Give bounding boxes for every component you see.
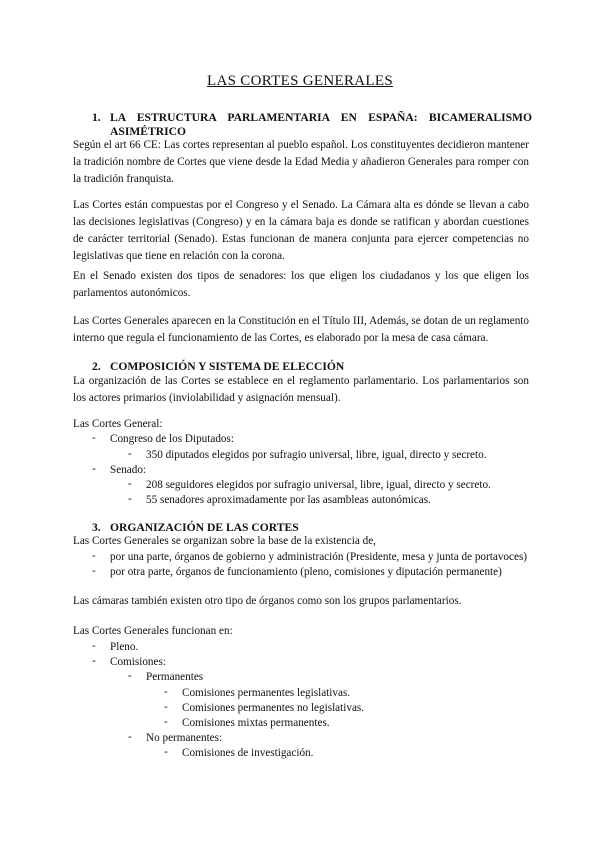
section-heading: ORGANIZACIÓN DE LAS CORTES [110, 521, 299, 534]
bullet-dash: - [92, 550, 96, 562]
bullet-dash: - [92, 640, 96, 652]
bullet-dash: - [164, 746, 168, 758]
paragraph: Las Cortes están compuestas por el Congreso y el Senado. La Cámara alta es dónde se llevan a cabo las decisiones legislativas (Congreso) y en la cámara baja es donde se ratifican y abordan cuestiones de carácter territorial (Senado). Estas funcionan de manera conjunta para ejercer competencias no legislativas que tiene en relación con la corona. [73, 199, 529, 262]
list-title: Las Cortes Generales funcionan en: [73, 625, 233, 637]
paragraph: En el Senado existen dos tipos de senadores: los que eligen los ciudadanos y los que eligen los parlamentos autonómicos. [73, 270, 529, 299]
bullet-dash: - [92, 432, 96, 444]
sub-sub-list-item: Comisiones permanentes no legislativas. [182, 702, 365, 714]
bullet-dash: - [92, 655, 96, 667]
sub-list-item: No permanentes: [146, 732, 223, 744]
bullet-dash: - [128, 731, 132, 743]
bullet-dash: - [164, 701, 168, 713]
page-title: LAS CORTES GENERALES [207, 73, 393, 89]
bullet-dash: - [128, 670, 132, 682]
list-title: Las Cortes General: [73, 418, 163, 430]
sub-sub-list-item: Comisiones permanentes legislativas. [182, 687, 351, 699]
sub-list-item: 55 senadores aproximadamente por las asambleas autonómicas. [146, 494, 431, 506]
section-heading-line2: ASIMÉTRICO [110, 125, 187, 138]
section-heading: COMPOSICIÓN Y SISTEMA DE ELECCIÓN [110, 360, 345, 373]
list-item: Comisiones: [110, 656, 166, 668]
sub-sub-list-item: Comisiones mixtas permanentes. [182, 717, 330, 729]
sub-list-item: 350 diputados elegidos por sufragio universal, libre, igual, directo y secreto. [146, 449, 487, 461]
list-item: Pleno. [110, 641, 139, 653]
list-item: por otra parte, órganos de funcionamiento (pleno, comisiones y diputación permanente) [110, 566, 502, 578]
bullet-dash: - [164, 686, 168, 698]
section-number: 3. [92, 521, 101, 534]
paragraph: Las Cortes Generales se organizan sobre la base de la existencia de, [73, 535, 376, 547]
sub-sub-list-item: Comisiones de investigación. [182, 747, 314, 759]
sub-list-item: 208 seguidores elegidos por sufragio universal, libre, igual, directo y secreto. [146, 479, 491, 491]
list-item: por una parte, órganos de gobierno y administración (Presidente, mesa y junta de portavoces) [110, 551, 528, 563]
paragraph: Las cámaras también existen otro tipo de órganos como son los grupos parlamentarios. [73, 595, 462, 607]
section-heading-line1: LA ESTRUCTURA PARLAMENTARIA EN ESPAÑA: BICAMERALISMO [110, 111, 532, 124]
bullet-dash: - [128, 478, 132, 490]
bullet-dash: - [128, 493, 132, 505]
section-number: 2. [92, 360, 101, 373]
paragraph: La organización de las Cortes se establece en el reglamento parlamentario. Los parlamentarios son los actores primarios (inviolabilidad y asignación mensual). [73, 375, 529, 404]
paragraph: Según el art 66 CE: Las cortes representan al pueblo español. Los constituyentes decidieron mantener la tradición nombre de Cortes que viene desde la Edad Media y añadieron Generales para romper con la tradición franquista. [73, 139, 529, 185]
list-item: Senado: [110, 464, 147, 476]
sub-list-item: Permanentes [146, 671, 204, 683]
list-item: Congreso de los Diputados: [110, 433, 234, 445]
bullet-dash: - [92, 565, 96, 577]
paragraph: Las Cortes Generales aparecen en la Constitución en el Título III, Además, se dotan de un reglamento interno que regula el funcionamiento de las Cortes, es elaborado por la mesa de casa cámara. [73, 315, 529, 344]
bullet-dash: - [92, 463, 96, 475]
bullet-dash: - [164, 716, 168, 728]
bullet-dash: - [128, 448, 132, 460]
section-number: 1. [92, 111, 101, 124]
